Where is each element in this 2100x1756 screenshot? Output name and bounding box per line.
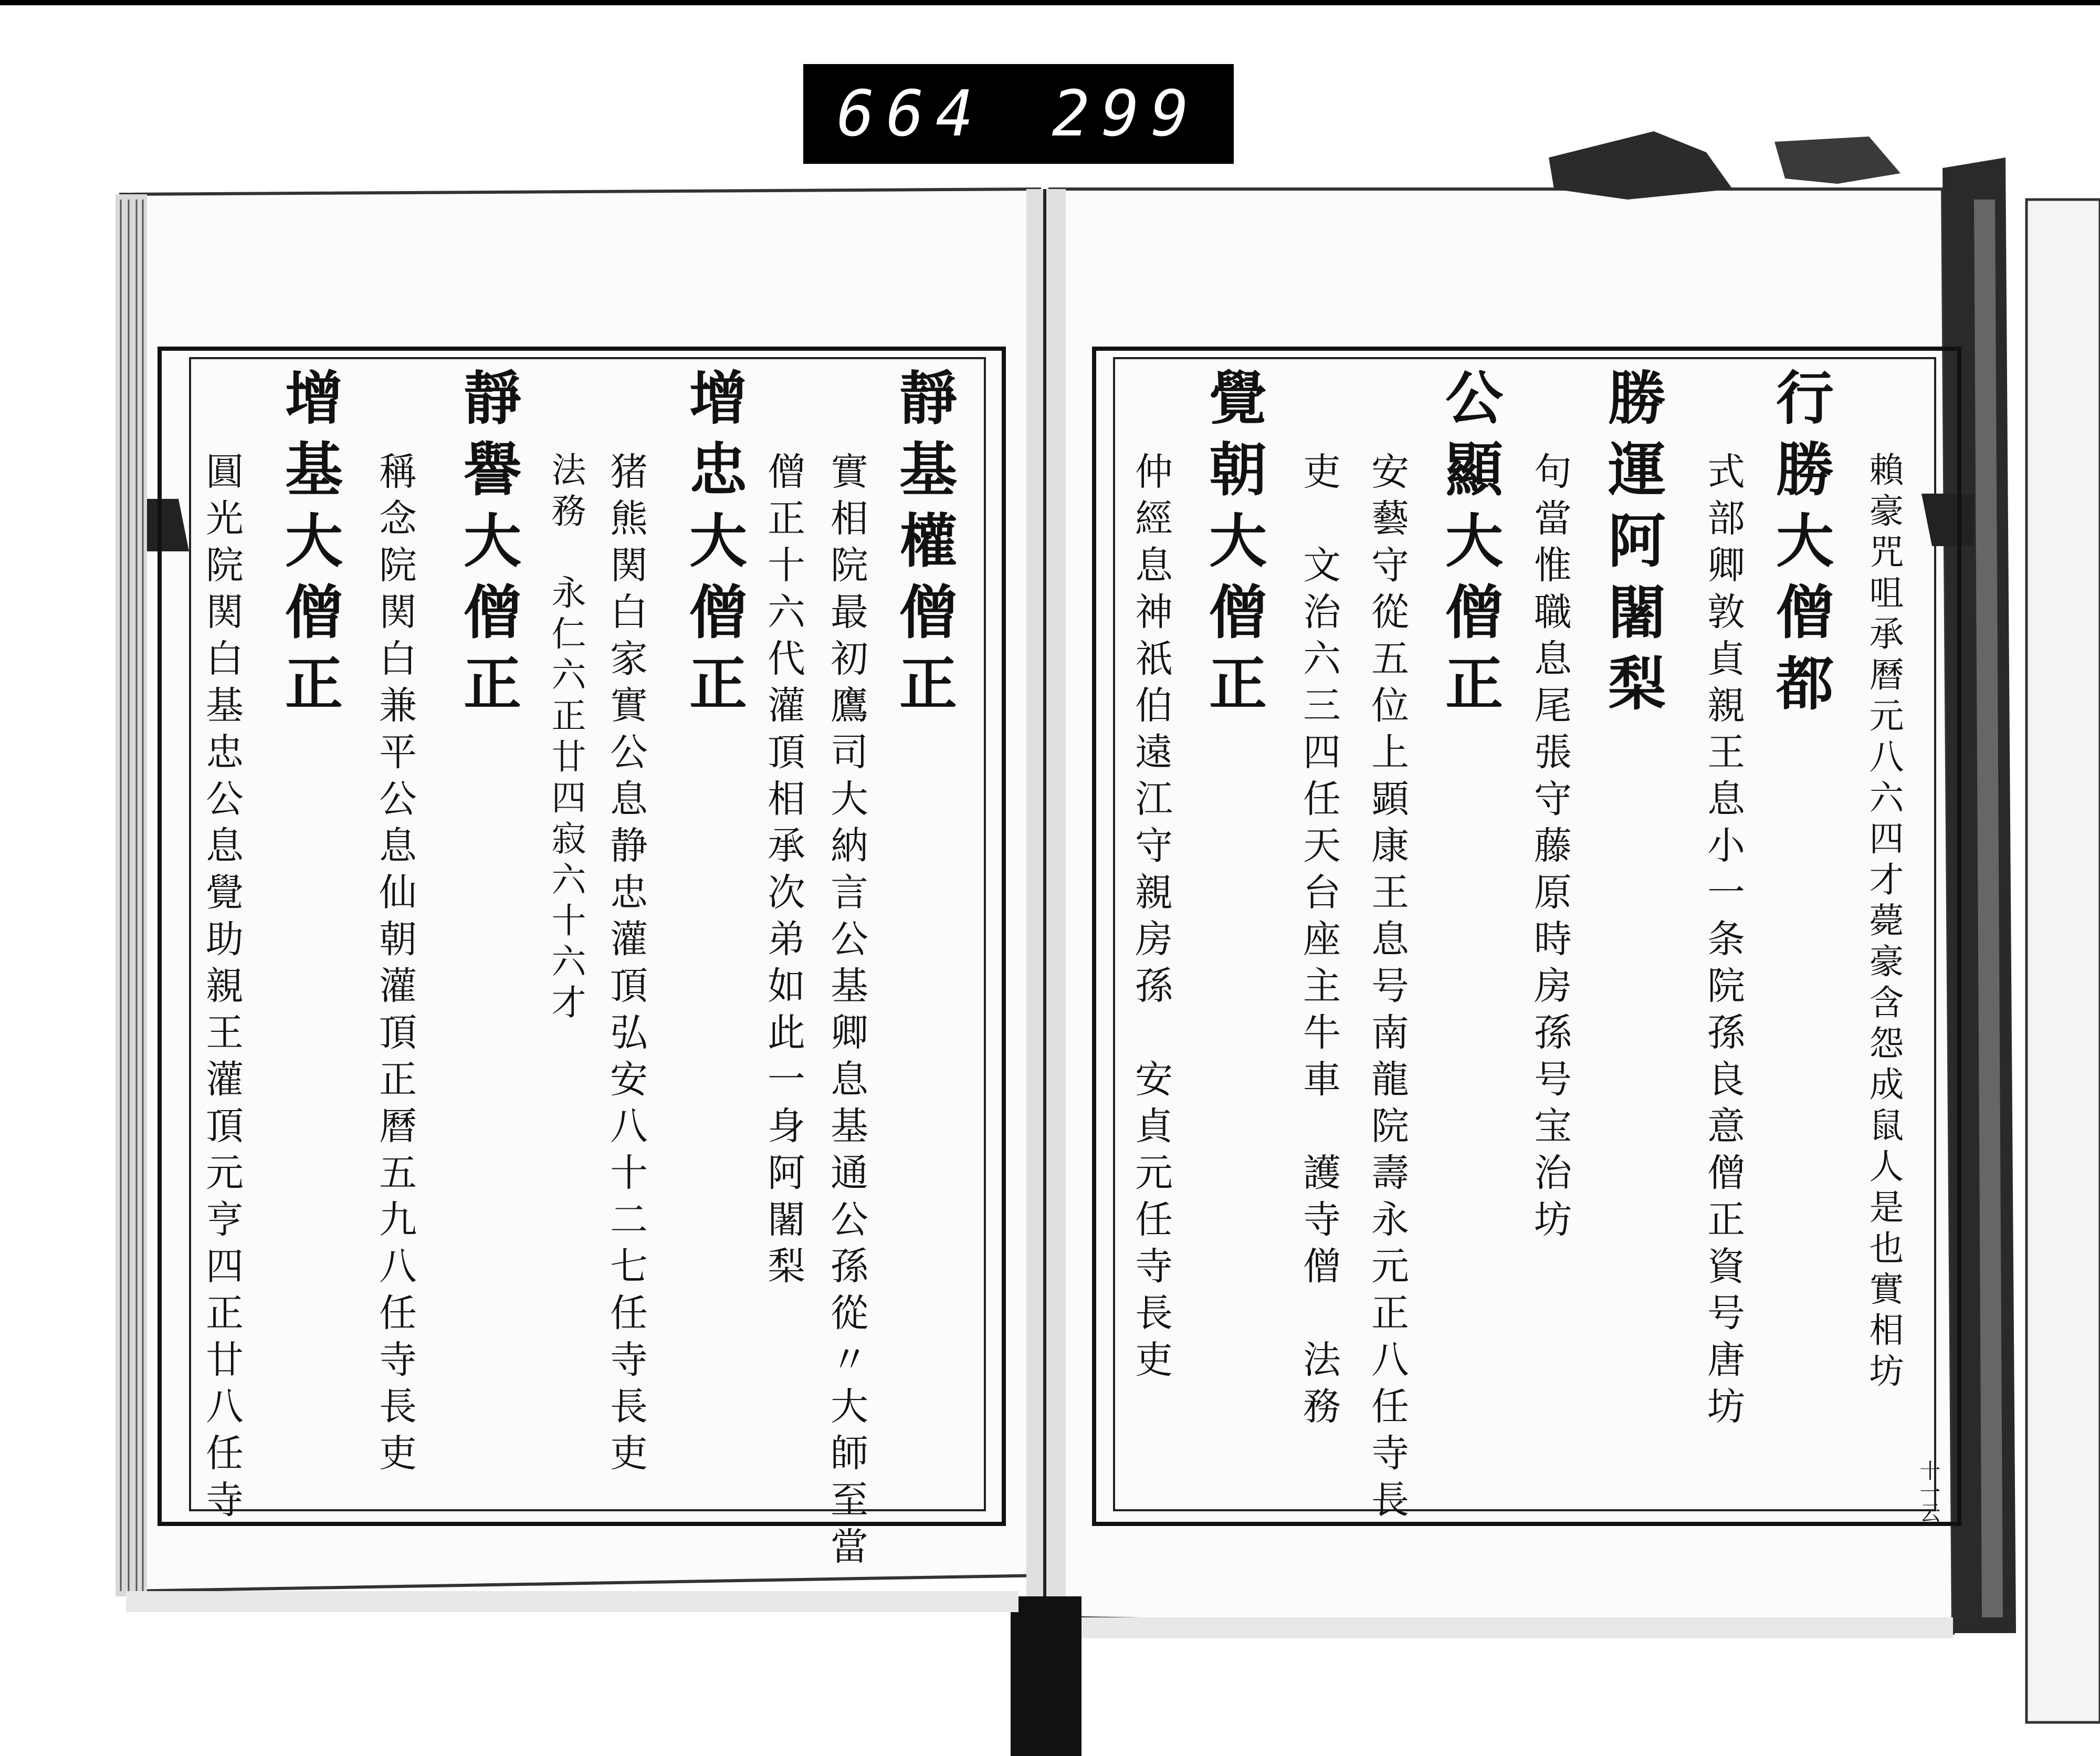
right-text-3: 句當惟職息尾張守藤原時房孫号宝治坊 — [1528, 452, 1572, 1246]
page-footnote-mark: 十一云 — [1916, 1460, 1940, 1523]
label-left-number: 664 — [836, 77, 985, 151]
right-text-5: 吏 文治六三四任天台座主牛車 護寺僧 法務 — [1297, 452, 1341, 1433]
label-right-number: 299 — [1052, 77, 1201, 151]
left-heading-3: 靜譽大僧正 — [454, 368, 522, 725]
right-text-1: 賴豪咒咀承曆元八六四才薨豪含怨成鼠人是也實相坊 — [1863, 452, 1904, 1394]
right-text-6: 仲經息神祇伯遠江守親房孫 安貞元任寺長吏 — [1129, 452, 1173, 1386]
left-heading-4: 增基大僧正 — [276, 368, 343, 725]
left-text-2: 僧正十六代灌頂相承次弟如此一身阿闍梨 — [761, 452, 805, 1293]
right-heading-2: 勝運阿闍梨 — [1599, 368, 1666, 725]
left-text-5: 稱念院関白兼平公息仙朝灌頂正曆五九八任寺長吏 — [373, 452, 417, 1480]
right-heading-3: 公顯大僧正 — [1436, 368, 1504, 725]
right-text-2: 式部卿敦貞親王息小一条院孫良意僧正資号唐坊 — [1701, 452, 1745, 1433]
left-heading-2: 增忠大僧正 — [680, 368, 748, 725]
left-heading-1: 靜基權僧正 — [890, 368, 958, 725]
right-heading-4: 覺朝大僧正 — [1200, 368, 1267, 725]
archive-number-label — [803, 64, 1234, 164]
left-text-6: 圓光院関白基忠公息覺助親王灌頂元亨四正廿八任寺 — [200, 452, 244, 1527]
right-text-4: 安藝守從五位上顕康王息号南龍院壽永元正八任寺長 — [1365, 452, 1409, 1527]
right-heading-1: 行勝大僧都 — [1767, 368, 1834, 725]
left-text-4: 法務 永仁六正廿四寂六十六才 — [545, 452, 586, 1025]
left-text-3: 猪熊関白家實公息静忠灌頂弘安八十二七任寺長吏 — [604, 452, 648, 1480]
left-text-1: 實相院最初鷹司大納言公基卿息基通公孫從〃大師至當 — [824, 452, 868, 1573]
